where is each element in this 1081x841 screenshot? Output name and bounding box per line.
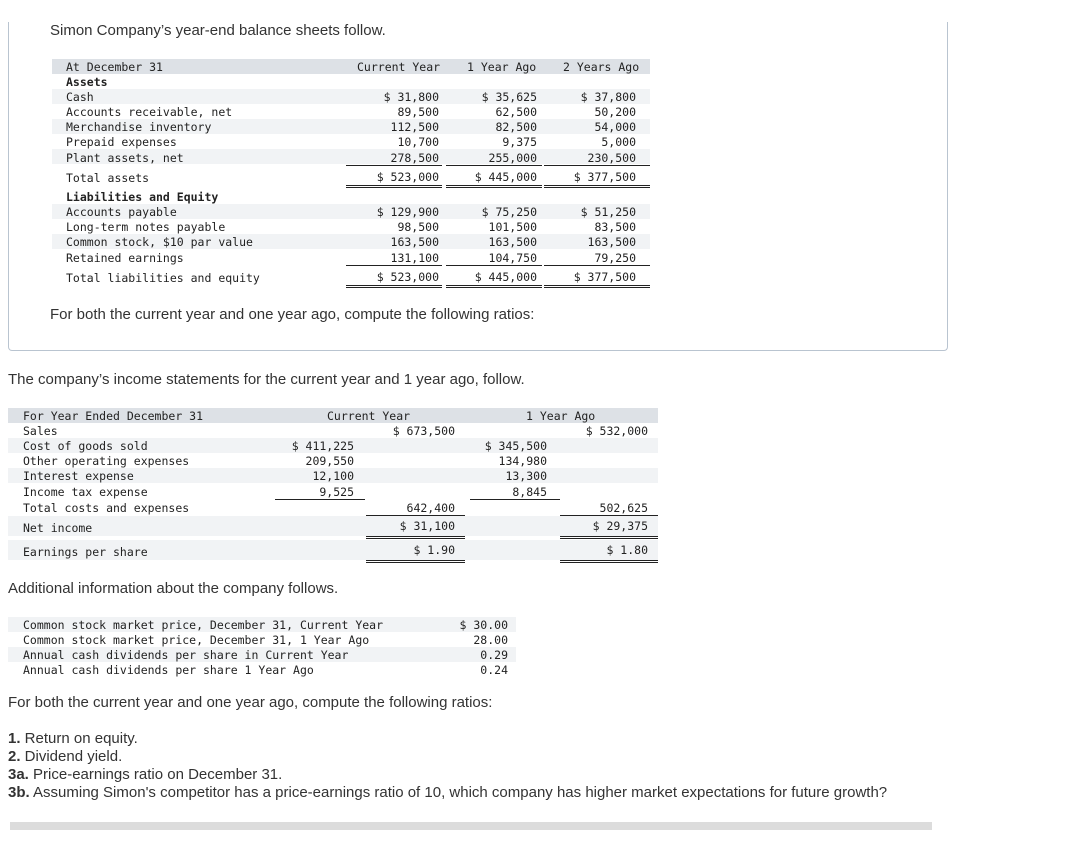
liab-c2: $ 75,250 bbox=[481, 205, 537, 219]
asset-c1: $ 31,800 bbox=[383, 90, 439, 104]
cost-label: Other operating expenses bbox=[23, 454, 190, 468]
liab-c3: 79,250 bbox=[594, 251, 636, 265]
income-header-col2: 1 Year Ago bbox=[526, 409, 596, 423]
rule bbox=[346, 265, 442, 266]
rule bbox=[275, 499, 365, 500]
rule bbox=[560, 536, 658, 537]
compute-instruction-1: For both the current year and one year ago, compute the following ratios: bbox=[50, 306, 535, 323]
question-text: Return on equity. bbox=[20, 730, 138, 747]
question-text: Assuming Simon's competitor has a price-earnings ratio of 10, which company has higher market expectations for future growth? bbox=[29, 784, 888, 801]
cost-b: $ 345,500 bbox=[484, 439, 547, 453]
total-liab-c3: $ 377,500 bbox=[573, 270, 636, 284]
question-number: 3a. bbox=[8, 766, 29, 783]
asset-c3: 230,500 bbox=[587, 151, 636, 165]
rule bbox=[544, 265, 650, 266]
total-costs-label: Total costs and expenses bbox=[23, 501, 190, 515]
additional-value: 28.00 bbox=[473, 633, 508, 647]
rule bbox=[366, 560, 465, 561]
cost-a: 209,550 bbox=[305, 454, 354, 468]
sales-c2: $ 532,000 bbox=[585, 424, 648, 438]
asset-c1: 89,500 bbox=[397, 105, 439, 119]
question-item bbox=[8, 766, 282, 783]
rule bbox=[366, 515, 465, 516]
horizontal-scrollbar[interactable] bbox=[10, 822, 932, 830]
asset-c2: 82,500 bbox=[495, 120, 537, 134]
liab-c1: 131,100 bbox=[390, 251, 439, 265]
rule bbox=[346, 165, 442, 166]
liab-c2: 104,750 bbox=[488, 251, 537, 265]
total-liab-c2: $ 445,000 bbox=[474, 270, 537, 284]
rule bbox=[446, 185, 542, 186]
income-header-label: For Year Ended December 31 bbox=[23, 409, 204, 423]
total-assets-c1: $ 523,000 bbox=[376, 170, 439, 184]
cost-a: $ 411,225 bbox=[291, 439, 354, 453]
rule bbox=[544, 285, 650, 286]
total-assets-c2: $ 445,000 bbox=[474, 170, 537, 184]
question-number: 2. bbox=[8, 748, 21, 765]
eps-label: Earnings per share bbox=[23, 545, 148, 559]
net-income-c1: $ 31,100 bbox=[399, 519, 455, 533]
rule bbox=[544, 165, 650, 166]
liab-label: Long-term notes payable bbox=[66, 220, 226, 234]
liab-c1: 98,500 bbox=[397, 220, 439, 234]
cost-label: Interest expense bbox=[23, 469, 134, 483]
rule bbox=[470, 499, 560, 500]
balance-header-col3: 2 Years Ago bbox=[563, 60, 640, 74]
question-item bbox=[8, 730, 138, 747]
rule bbox=[366, 536, 465, 537]
cost-label: Cost of goods sold bbox=[23, 439, 148, 453]
asset-c3: 5,000 bbox=[601, 135, 636, 149]
total-liab-c1: $ 523,000 bbox=[376, 270, 439, 284]
cost-a: 9,525 bbox=[319, 485, 354, 499]
cost-b: 134,980 bbox=[498, 454, 547, 468]
liab-c1: 163,500 bbox=[390, 235, 439, 249]
rule bbox=[560, 562, 658, 563]
cost-label: Income tax expense bbox=[23, 485, 148, 499]
sales-label: Sales bbox=[23, 424, 58, 438]
additional-value: $ 30.00 bbox=[459, 618, 508, 632]
liab-c2: 101,500 bbox=[488, 220, 537, 234]
question-item bbox=[8, 748, 122, 765]
liab-label: Accounts payable bbox=[66, 205, 177, 219]
asset-label: Accounts receivable, net bbox=[66, 105, 233, 119]
assets-heading: Assets bbox=[66, 75, 108, 89]
rule bbox=[560, 515, 658, 516]
total-costs-c1: 642,400 bbox=[406, 501, 455, 515]
asset-c1: 10,700 bbox=[397, 135, 439, 149]
rule bbox=[446, 265, 542, 266]
rule bbox=[560, 560, 658, 561]
total-costs-c2: 502,625 bbox=[599, 501, 648, 515]
row-bg bbox=[52, 89, 650, 104]
liab-label: Retained earnings bbox=[66, 251, 184, 265]
rule bbox=[366, 538, 465, 539]
asset-c2: $ 35,625 bbox=[481, 90, 537, 104]
rule bbox=[346, 285, 442, 286]
liabilities-heading: Liabilities and Equity bbox=[66, 190, 219, 204]
row-bg bbox=[8, 516, 658, 536]
asset-label: Prepaid expenses bbox=[66, 135, 177, 149]
asset-c3: $ 37,800 bbox=[580, 90, 636, 104]
net-income-label: Net income bbox=[23, 521, 93, 535]
asset-c1: 112,500 bbox=[390, 120, 439, 134]
question-number: 1. bbox=[8, 730, 21, 747]
additional-intro: Additional information about the company follows. bbox=[8, 580, 339, 597]
eps-c1: $ 1.90 bbox=[413, 543, 455, 557]
rule bbox=[446, 187, 542, 188]
income-intro: The company’s income statements for the current year and 1 year ago, follow. bbox=[8, 371, 525, 388]
total-assets-label: Total assets bbox=[66, 171, 150, 185]
rule bbox=[544, 185, 650, 186]
question-text: Dividend yield. bbox=[20, 748, 123, 765]
compute-instruction-2: For both the current year and one year ago, compute the following ratios: bbox=[8, 694, 493, 711]
rule bbox=[446, 165, 542, 166]
rule bbox=[446, 287, 542, 288]
asset-c1: 278,500 bbox=[390, 151, 439, 165]
liab-c3: 163,500 bbox=[587, 235, 636, 249]
rule bbox=[544, 287, 650, 288]
additional-value: 0.29 bbox=[480, 648, 508, 662]
asset-c3: 54,000 bbox=[594, 120, 636, 134]
liab-c1: $ 129,900 bbox=[376, 205, 439, 219]
rule bbox=[346, 187, 442, 188]
question-number: 3b. bbox=[8, 784, 30, 801]
asset-c2: 62,500 bbox=[495, 105, 537, 119]
balance-header-col2: 1 Year Ago bbox=[467, 60, 537, 74]
balance-header-label: At December 31 bbox=[66, 60, 163, 74]
rule bbox=[446, 285, 542, 286]
liab-c3: 83,500 bbox=[594, 220, 636, 234]
total-assets-c3: $ 377,500 bbox=[573, 170, 636, 184]
sales-c1: $ 673,500 bbox=[392, 424, 455, 438]
cost-b: 8,845 bbox=[512, 485, 547, 499]
cost-a: 12,100 bbox=[312, 469, 354, 483]
question-text: Price-earnings ratio on December 31. bbox=[28, 766, 283, 783]
rule bbox=[346, 185, 442, 186]
additional-label: Common stock market price, December 31, 1 Year Ago bbox=[23, 633, 370, 647]
cost-b: 13,300 bbox=[505, 469, 547, 483]
liab-c2: 163,500 bbox=[488, 235, 537, 249]
asset-c2: 9,375 bbox=[502, 135, 537, 149]
rule bbox=[346, 287, 442, 288]
asset-label: Cash bbox=[66, 90, 94, 104]
net-income-c2: $ 29,375 bbox=[592, 519, 648, 533]
rule bbox=[544, 187, 650, 188]
asset-label: Merchandise inventory bbox=[66, 120, 212, 134]
rule bbox=[560, 538, 658, 539]
intro-text: Simon Company’s year-end balance sheets follow. bbox=[50, 22, 386, 39]
total-liab-label: Total liabilities and equity bbox=[66, 271, 260, 285]
liab-label: Common stock, $10 par value bbox=[66, 235, 253, 249]
additional-label: Annual cash dividends per share in Current Year bbox=[23, 648, 349, 662]
income-header-col1: Current Year bbox=[327, 409, 411, 423]
additional-label: Common stock market price, December 31, Current Year bbox=[23, 618, 384, 632]
additional-value: 0.24 bbox=[480, 663, 508, 677]
asset-c2: 255,000 bbox=[488, 151, 537, 165]
asset-label: Plant assets, net bbox=[66, 151, 184, 165]
asset-c3: 50,200 bbox=[594, 105, 636, 119]
eps-c2: $ 1.80 bbox=[606, 543, 648, 557]
question-item bbox=[8, 784, 887, 801]
additional-label: Annual cash dividends per share 1 Year Ago bbox=[23, 663, 314, 677]
rule bbox=[366, 562, 465, 563]
liab-c3: $ 51,250 bbox=[580, 205, 636, 219]
balance-header-col1: Current Year bbox=[357, 60, 441, 74]
